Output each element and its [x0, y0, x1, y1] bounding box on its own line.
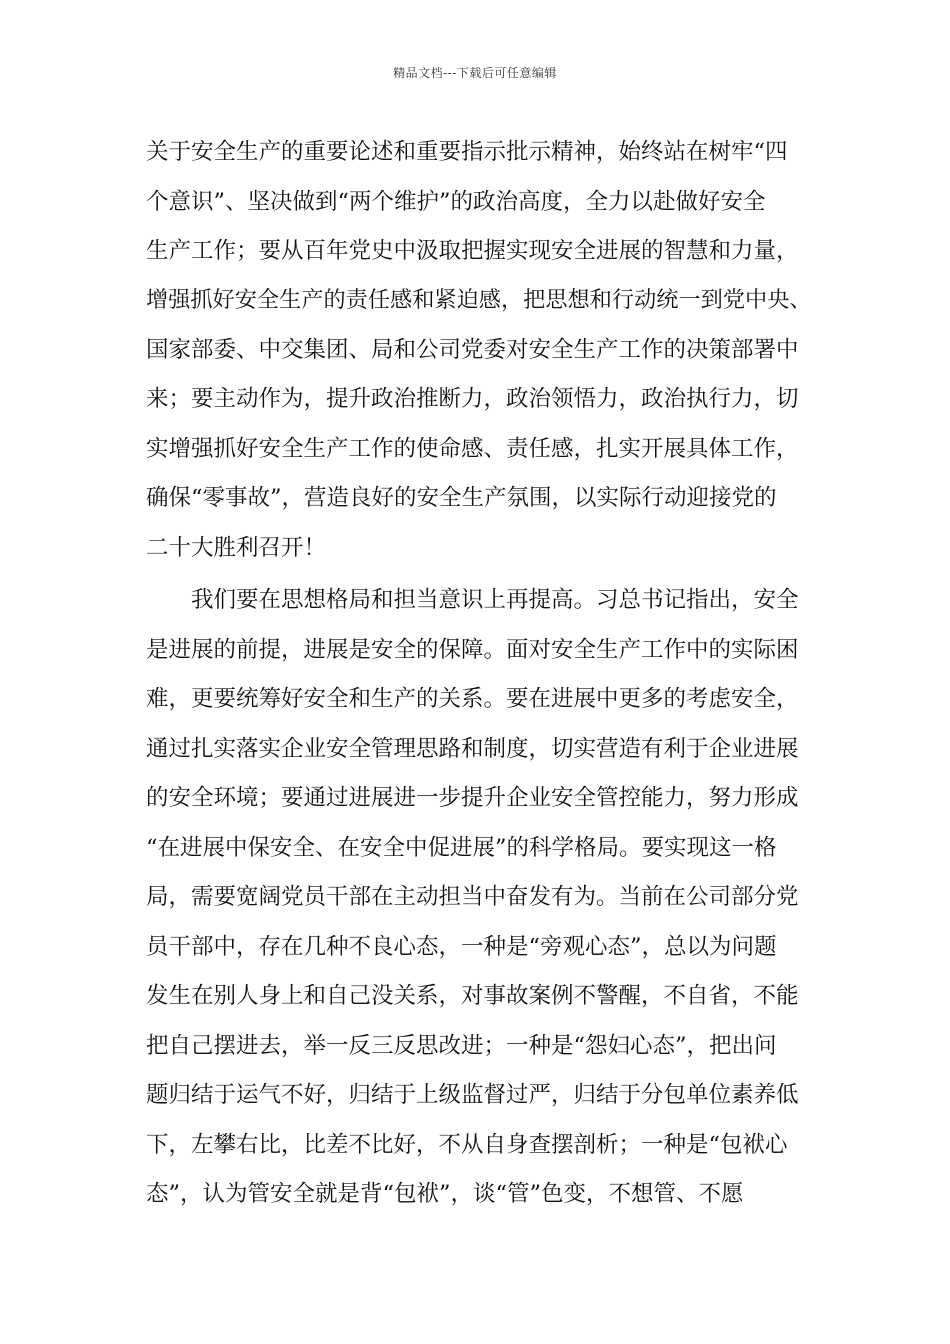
- text-line: 国家部委、中交集团、局和公司党委对安全生产工作的决策部署中: [146, 337, 799, 363]
- text-line: 把自己摆进去，举一反三反思改进；一种是“怨妇心态”，把出问: [146, 1033, 777, 1059]
- text-line: 的安全环境；要通过进展进一步提升企业安全管控能力，努力形成: [146, 785, 799, 811]
- text-line: 来；要主动作为，提升政治推断力，政治领悟力，政治执行力，切: [146, 386, 799, 412]
- text-line: 难，更要统筹好安全和生产的关系。要在进展中更多的考虑安全，: [146, 686, 799, 712]
- text-line: 增强抓好安全生产的责任感和紧迫感，把思想和行动统一到党中央、: [146, 287, 812, 313]
- text-line: 实增强抓好安全生产工作的使命感、责任感，扎实开展具体工作，: [146, 436, 799, 462]
- text-line: 二十大胜利召开！: [146, 535, 327, 561]
- text-line: 是进展的前提，进展是安全的保障。面对安全生产工作中的实际困: [146, 637, 799, 663]
- paragraph-first-line: 我们要在思想格局和担当意识上再提高。习总书记指出，安全: [191, 587, 799, 613]
- text-line: 确保“零事故”，营造良好的安全生产氛围，以实际行动迎接党的: [146, 485, 777, 511]
- text-line: 下，左攀右比，比差不比好，不从自身查摆剖析；一种是“包袱心: [146, 1132, 788, 1158]
- text-line: 通过扎实落实企业安全管理思路和制度，切实营造有利于企业进展: [146, 736, 799, 762]
- text-line: 个意识”、坚决做到“两个维护”的政治高度，全力以赴做好安全: [146, 189, 766, 215]
- text-line: 生产工作；要从百年党史中汲取把握实现安全进展的智慧和力量，: [146, 238, 799, 264]
- text-line: 关于安全生产的重要论述和重要指示批示精神，始终站在树牢“四: [146, 139, 788, 165]
- text-line: “在进展中保安全、在安全中促进展”的科学格局。要实现这一格: [146, 835, 777, 861]
- text-line: 题归结于运气不好，归结于上级监督过严，归结于分包单位素养低: [146, 1082, 799, 1108]
- text-line: 发生在别人身上和自己没关系，对事故案例不警醒，不自省，不能: [146, 983, 799, 1009]
- text-line: 局，需要宽阔党员干部在主动担当中奋发有为。当前在公司部分党: [146, 884, 799, 910]
- page-header: 精品文档---下载后可任意编辑: [393, 66, 557, 80]
- text-line: 员干部中，存在几种不良心态，一种是“旁观心态”，总以为问题: [146, 934, 777, 960]
- text-line: 态”，认为管安全就是背“包袱”，谈“管”色变，不想管、不愿: [146, 1181, 744, 1207]
